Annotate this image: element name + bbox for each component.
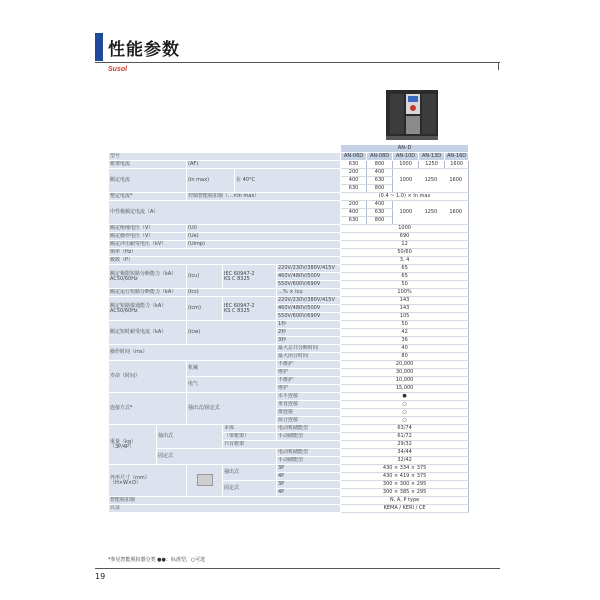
row-part: 本体 bbox=[223, 425, 277, 433]
row-label: 额定短路接通能力（kA） AC50/60Hz bbox=[109, 297, 187, 321]
row-label: 额定短时耐受电流（kA） bbox=[109, 321, 187, 345]
cell: 100% bbox=[341, 289, 469, 297]
cell: 800 bbox=[367, 161, 393, 169]
cell: ○ bbox=[341, 409, 469, 417]
cell: 800 bbox=[367, 185, 393, 193]
table-row bbox=[109, 201, 469, 209]
row-note: 最大总共分断时间 bbox=[277, 345, 341, 353]
cell: 630 bbox=[341, 217, 367, 225]
table-row bbox=[109, 393, 469, 401]
row-note: 不维护 bbox=[277, 361, 341, 369]
cell: 1600 bbox=[443, 177, 468, 184]
voltage-label: 550V/600V/690V bbox=[277, 313, 341, 321]
cell: 1250 bbox=[419, 177, 444, 184]
cell: 105 bbox=[341, 313, 469, 321]
cell: 430 × 419 × 375 bbox=[341, 473, 469, 481]
row-note: …% × Icu bbox=[277, 289, 341, 297]
row-label: 额定运行短路分断能力（kA） bbox=[109, 289, 187, 297]
cell: 50 bbox=[341, 281, 469, 289]
time-label: 1秒 bbox=[277, 321, 341, 329]
cell: 143 bbox=[341, 297, 469, 305]
cell: 15,000 bbox=[341, 385, 469, 393]
cell: 20,000 bbox=[341, 361, 469, 369]
cell: 300 × 385 × 295 bbox=[341, 489, 469, 497]
row-note: 电动机储能型 bbox=[277, 449, 341, 457]
cell: 36 bbox=[341, 337, 469, 345]
row-label: 整定电流* bbox=[109, 193, 187, 201]
time-label: 2秒 bbox=[277, 329, 341, 337]
table-row bbox=[109, 497, 469, 505]
row-unit: (Icw) bbox=[187, 321, 277, 345]
table-row bbox=[109, 361, 469, 369]
row-note: 垂直连接 bbox=[277, 401, 341, 409]
voltage-label: 220V/230V/380V/415V bbox=[277, 265, 341, 273]
cell: 50 bbox=[341, 321, 469, 329]
model-header: AN-06D bbox=[341, 153, 367, 161]
table-row bbox=[109, 193, 469, 201]
row-note: 在 40°C bbox=[235, 169, 341, 193]
cell: ○ bbox=[341, 417, 469, 425]
table-row bbox=[109, 145, 469, 153]
row-label: 寿命（时间） bbox=[109, 361, 187, 393]
row-unit: (Ics) bbox=[187, 289, 277, 297]
voltage-label: 460V/480V/500V bbox=[277, 305, 341, 313]
row-sub: 抽出式 bbox=[157, 425, 223, 449]
cell: 3, 4 bbox=[341, 257, 469, 265]
model-header: AN-13D bbox=[419, 153, 445, 161]
row-note: 不维护 bbox=[277, 377, 341, 385]
cell: 80 bbox=[341, 353, 469, 361]
cell: 42 bbox=[341, 329, 469, 337]
series-header: AN–D bbox=[341, 145, 469, 153]
table-row bbox=[109, 289, 469, 297]
cell: 12 bbox=[341, 241, 469, 249]
table-row bbox=[109, 225, 469, 233]
cell: ● bbox=[341, 393, 469, 401]
row-unit: (AF) bbox=[187, 161, 341, 169]
cell: 10,000 bbox=[341, 377, 469, 385]
cell: 200 bbox=[341, 201, 367, 209]
row-note: 电动机储能型 bbox=[277, 425, 341, 433]
cell: 63/74 bbox=[341, 425, 469, 433]
cell: 143 bbox=[341, 305, 469, 313]
cell: 40 bbox=[341, 345, 469, 353]
cell: 400 bbox=[341, 209, 367, 217]
table-row bbox=[109, 505, 469, 513]
cell: 400 bbox=[341, 177, 367, 185]
cell: 65 bbox=[341, 273, 469, 281]
row-part: 只有框架 bbox=[223, 441, 341, 449]
row-sub: 机械 bbox=[187, 361, 277, 377]
row-standard: IEC 60947-2 KS C 8325 bbox=[223, 265, 277, 289]
table-row bbox=[109, 161, 469, 169]
row-note: 最大闭合时间 bbox=[277, 353, 341, 361]
row-sub: 抽出式/固定式 bbox=[187, 393, 277, 425]
circuit-breaker-icon bbox=[384, 86, 440, 144]
cell: 34/44 bbox=[341, 449, 469, 457]
table-row bbox=[109, 465, 469, 473]
row-unit: (In max) bbox=[187, 169, 235, 193]
cell: 1250 bbox=[419, 209, 444, 216]
row-note: 水平连接 bbox=[277, 393, 341, 401]
cell: 32/42 bbox=[341, 457, 469, 465]
cell: 800 bbox=[367, 217, 393, 225]
row-note: 4P bbox=[277, 489, 341, 497]
cell: 400 bbox=[367, 201, 393, 209]
cell: KEMA / KERI / CE bbox=[341, 505, 469, 513]
cell: (0.4 ~ 1.0) × In max bbox=[341, 193, 469, 201]
row-note: 手动储能型 bbox=[277, 433, 341, 441]
row-note: 3P bbox=[277, 481, 341, 489]
row-label: 认证 bbox=[109, 505, 341, 513]
row-note: 3P bbox=[277, 465, 341, 473]
table-row bbox=[109, 345, 469, 353]
row-label: 额定绝缘电压（V） bbox=[109, 225, 187, 233]
cell: 1250 bbox=[419, 161, 445, 169]
model-header: AN-10D bbox=[393, 153, 419, 161]
cell: 50/60 bbox=[341, 249, 469, 257]
cell: 61/72 bbox=[341, 433, 469, 441]
row-note: 混合连接 bbox=[277, 417, 341, 425]
cell: 1000 bbox=[341, 225, 469, 233]
row-label: 操作时间（ms） bbox=[109, 345, 277, 361]
row-label: 中性极额定电流（A） bbox=[109, 201, 341, 225]
row-unit: (Icu) bbox=[187, 265, 223, 289]
table-row bbox=[109, 321, 469, 329]
footer-divider bbox=[95, 568, 500, 569]
row-note: 控制智能脱扣器（…×In max） bbox=[187, 193, 341, 201]
header-accent-bar bbox=[95, 33, 103, 61]
row-sub: 固定式 bbox=[157, 449, 277, 465]
row-unit: (Icm) bbox=[187, 297, 223, 321]
row-label: 额定电流 bbox=[109, 169, 187, 193]
row-note: 维护 bbox=[277, 369, 341, 377]
row-note: 4P bbox=[277, 473, 341, 481]
time-label: 3秒 bbox=[277, 337, 341, 345]
row-unit: (Uimp) bbox=[187, 241, 341, 249]
voltage-label: 550V/600V/690V bbox=[277, 281, 341, 289]
row-label: 重量（kg） （3P/4P） bbox=[109, 425, 157, 465]
row-label: 连接方式* bbox=[109, 393, 187, 425]
table-row bbox=[109, 265, 469, 273]
page-title: 性能参数 bbox=[108, 40, 180, 60]
row-label: 型号 bbox=[109, 153, 341, 161]
cell: 1600 bbox=[443, 209, 468, 216]
row-label: 外形尺寸（mm） （H×W×D） bbox=[109, 465, 187, 497]
row-note: 手动储能型 bbox=[277, 457, 341, 465]
cell: 30,000 bbox=[341, 369, 469, 377]
row-unit: (Ui) bbox=[187, 225, 341, 233]
row-label: 极数（P） bbox=[109, 257, 341, 265]
footnote: *参见智能脱扣器分类 ●●：标准型，○可选 bbox=[108, 557, 206, 563]
row-label: 框架电流 bbox=[109, 161, 187, 169]
table-row bbox=[109, 449, 469, 457]
row-note: 排连接 bbox=[277, 409, 341, 417]
row-sub: 抽出式 bbox=[223, 465, 277, 481]
cell: 690 bbox=[341, 233, 469, 241]
table-row bbox=[109, 233, 469, 241]
row-part: （带框架） bbox=[223, 433, 277, 441]
cell: 29/32 bbox=[341, 441, 469, 449]
model-header: AN-16D bbox=[445, 153, 469, 161]
row-label: 频率（Hz） bbox=[109, 249, 341, 257]
row-label: 额定操作电压（V） bbox=[109, 233, 187, 241]
cell: N, A, P type bbox=[341, 497, 469, 505]
table-row bbox=[109, 297, 469, 305]
table-row bbox=[109, 425, 469, 433]
header-divider bbox=[95, 62, 500, 63]
brand-logo: Susol bbox=[108, 66, 128, 73]
cell: 1000 bbox=[393, 177, 419, 184]
table-row bbox=[109, 153, 469, 161]
cell: 630 bbox=[341, 185, 367, 193]
table-row bbox=[109, 241, 469, 249]
cell: 65 bbox=[341, 265, 469, 273]
spec-table bbox=[108, 144, 469, 513]
row-label: 智能脱扣器 bbox=[109, 497, 341, 505]
row-label: 额定极限短路分断能力（kA） AC50/60Hz bbox=[109, 265, 187, 289]
table-row bbox=[109, 249, 469, 257]
cell: 1000 bbox=[393, 161, 419, 169]
table-row bbox=[109, 257, 469, 265]
model-header: AN-08D bbox=[367, 153, 393, 161]
cell: ○ bbox=[341, 401, 469, 409]
cell: 430 × 334 × 375 bbox=[341, 465, 469, 473]
row-unit: (Ue) bbox=[187, 233, 341, 241]
voltage-label: 220V/230V/380V/415V bbox=[277, 297, 341, 305]
page-number: 19 bbox=[95, 572, 106, 581]
row-standard: IEC 60947-2 KS C 8325 bbox=[223, 297, 277, 321]
cell: 630 bbox=[341, 161, 367, 169]
row-note: 维护 bbox=[277, 385, 341, 393]
row-label: 额定冲击耐受电压（kV） bbox=[109, 241, 187, 249]
cell: 1000 bbox=[393, 209, 419, 216]
voltage-label: 460V/480V/500V bbox=[277, 273, 341, 281]
table-row bbox=[109, 169, 469, 177]
cell: 1600 bbox=[445, 161, 469, 169]
row-sub: 固定式 bbox=[223, 481, 277, 497]
cell: 630 bbox=[367, 209, 393, 217]
dimension-icon bbox=[187, 465, 223, 497]
cell: 300 × 300 × 295 bbox=[341, 481, 469, 489]
row-sub: 电气 bbox=[187, 377, 277, 393]
cell: 400 bbox=[367, 169, 393, 177]
cell: 630 bbox=[367, 177, 393, 185]
cell: 200 bbox=[341, 169, 367, 177]
header-divider-tick bbox=[498, 62, 499, 70]
